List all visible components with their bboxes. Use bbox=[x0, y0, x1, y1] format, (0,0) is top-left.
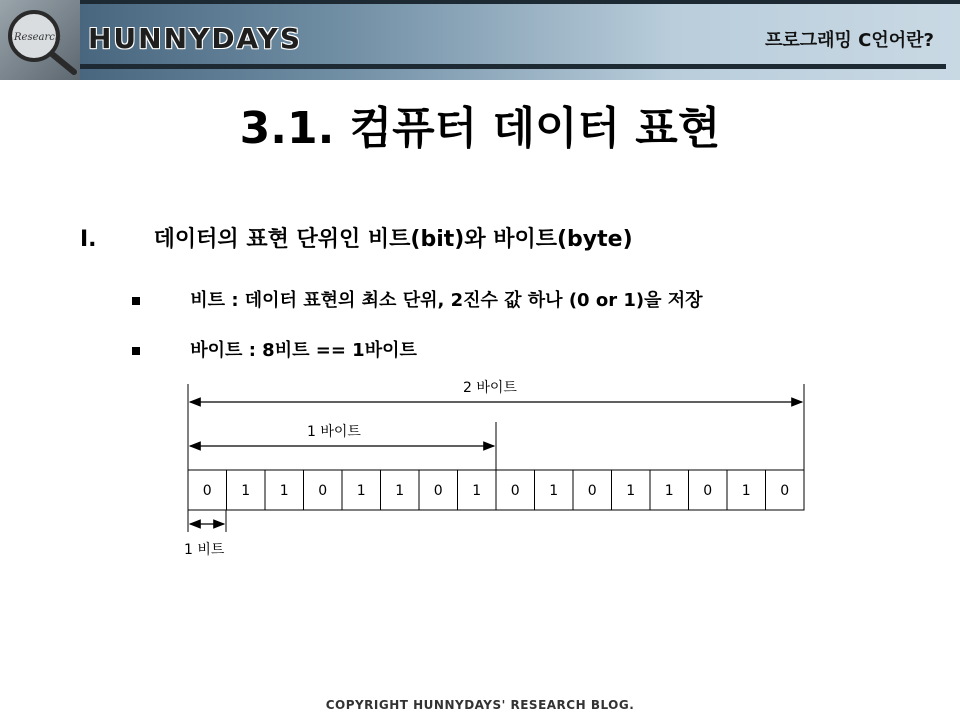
bit-cells bbox=[188, 470, 804, 510]
section-text: 데이터의 표현 단위인 비트(bit)와 바이트(byte) bbox=[153, 227, 633, 252]
section-number: I. bbox=[80, 227, 97, 252]
bullet-square-icon bbox=[132, 347, 140, 355]
footer-copyright: COPYRIGHT HUNNYDAYS' RESEARCH BLOG. bbox=[325, 698, 635, 712]
one-byte-label: 1 바이트 bbox=[307, 424, 361, 440]
bullet-square-icon bbox=[132, 297, 140, 305]
bit-value: 1 bbox=[241, 483, 251, 499]
bit-byte-diagram bbox=[180, 376, 820, 566]
research-logo bbox=[0, 0, 80, 80]
brand-name: HUNNYDAYS bbox=[88, 22, 302, 55]
bit-value: 0 bbox=[202, 483, 212, 499]
bit-value: 0 bbox=[318, 483, 328, 499]
bit-value: 1 bbox=[356, 483, 366, 499]
bit-value: 1 bbox=[549, 483, 559, 499]
bit-value: 1 bbox=[741, 483, 751, 499]
one-bit-label: 1 비트 bbox=[184, 542, 225, 558]
bit-value: 0 bbox=[587, 483, 597, 499]
header-topic: 프로그래밍 C언어란? bbox=[764, 30, 934, 51]
bit-value: 1 bbox=[664, 483, 674, 499]
bit-value: 0 bbox=[780, 483, 790, 499]
bit-value: 1 bbox=[626, 483, 636, 499]
bit-value: 1 bbox=[472, 483, 482, 499]
header-stripe-top bbox=[80, 0, 960, 4]
logo-text: Research bbox=[14, 32, 62, 43]
bit-value: 0 bbox=[510, 483, 520, 499]
bullet-item bbox=[132, 286, 703, 312]
slide-title: 3.1. 컴퓨터 데이터 표현 bbox=[239, 103, 721, 154]
bit-value: 0 bbox=[703, 483, 713, 499]
two-byte-label: 2 바이트 bbox=[463, 380, 517, 396]
section-heading bbox=[80, 222, 633, 253]
bullet-text: 비트 : 데이터 표현의 최소 단위, 2진수 값 하나 (0 or 1)을 저장 bbox=[190, 290, 703, 311]
bullet-text: 바이트 : 8비트 == 1바이트 bbox=[190, 340, 417, 361]
bit-byte-svg bbox=[180, 376, 820, 566]
bit-value: 0 bbox=[433, 483, 443, 499]
magnifier-icon bbox=[0, 0, 80, 80]
header-banner bbox=[0, 0, 960, 80]
bullet-item bbox=[132, 336, 417, 362]
bit-value: 1 bbox=[279, 483, 289, 499]
bit-value: 1 bbox=[395, 483, 405, 499]
header-stripe-bottom bbox=[80, 64, 946, 69]
